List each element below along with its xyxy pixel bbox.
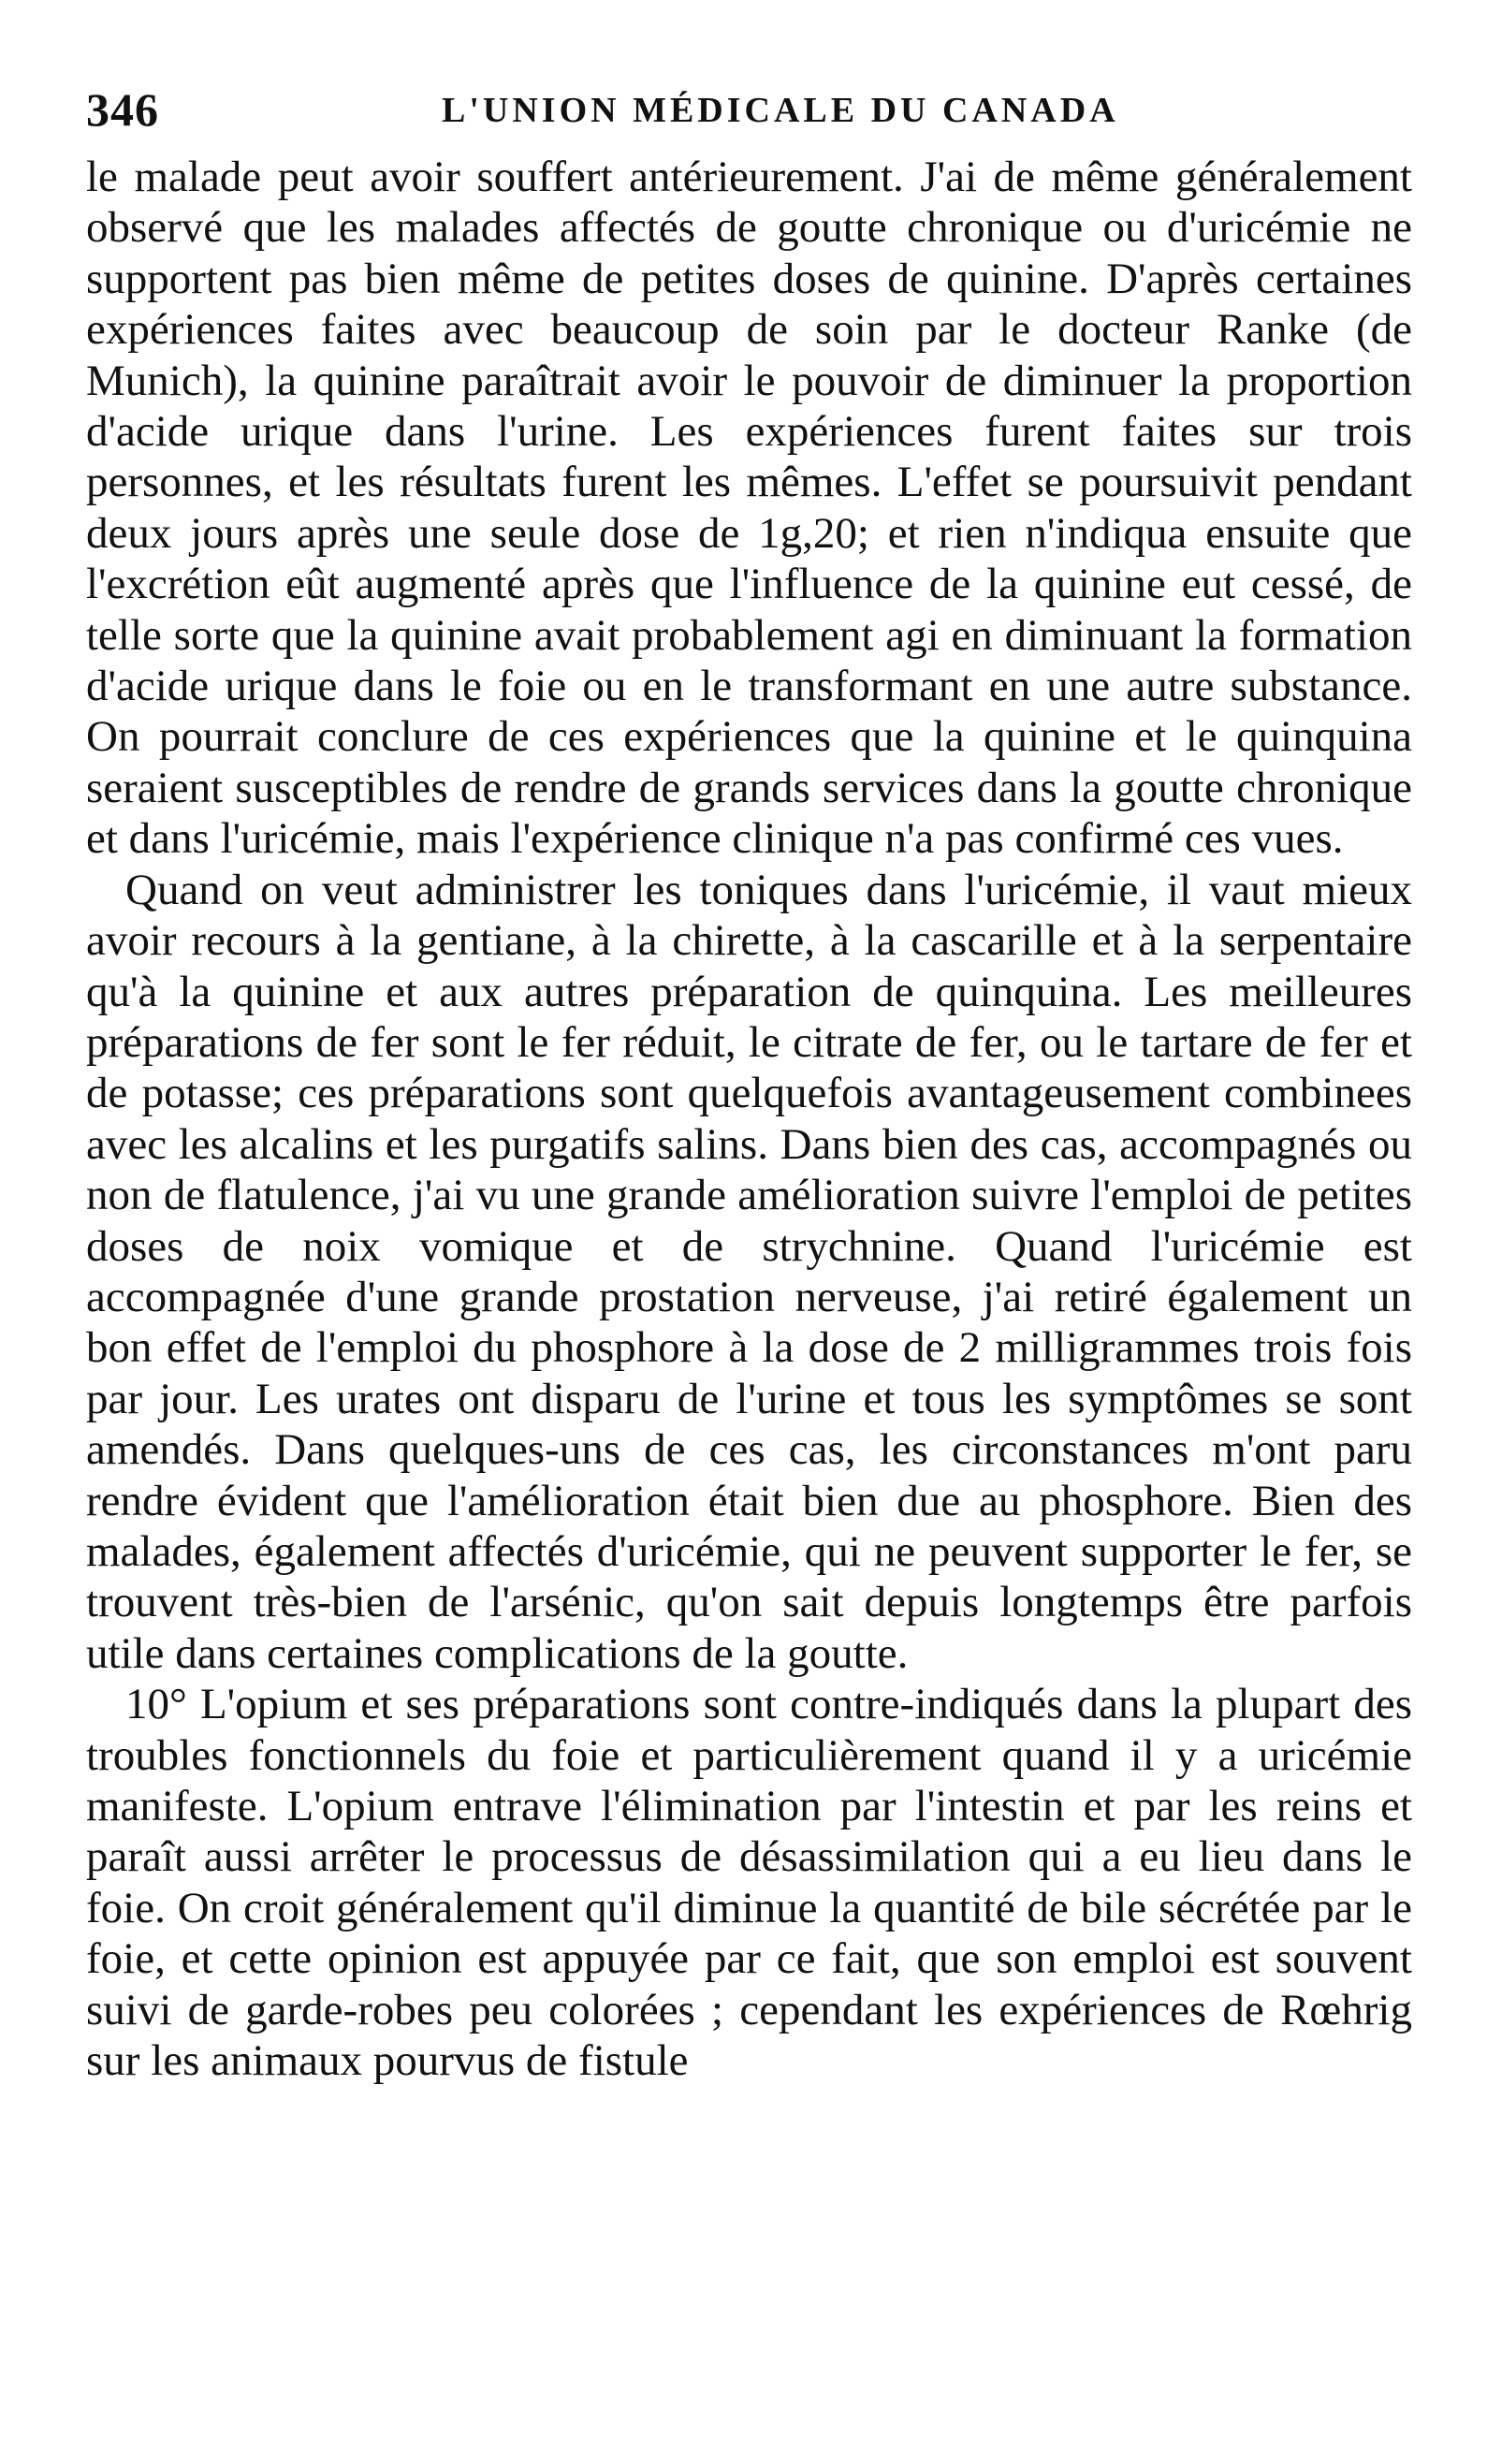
paragraph: le malade peut avoir souffert antérieurement. J'ai de même généralement observé que les malades affectés de goutte chronique ou d'uricémie ne supportent pas bien même de petites doses de quinine. D'après certaines expériences faites avec beaucoup de soin par le docteur Ranke (de Munich), la quinine paraîtrait avoir le pouvoir de diminuer la proportion d'acide urique dans l'urine. Les expériences furent faites sur trois personnes, et les résultats furent les mêmes. L'effet se poursuivit pendant deux jours après une seule dose de 1g,20; et rien n'indiqua ensuite que l'excrétion eût augmenté après que l'influence de la quinine eut cessé, de telle sorte que la quinine avait probablement agi en diminuant la formation d'acide urique dans le foie ou en le transformant en une autre substance. On pourrait conclure de ces expériences que la quinine et le quinquina seraient susceptibles de rendre de grands services dans la goutte chronique et dans l'uricémie, mais l'expérience clinique n'a pas confirmé ces vues. (86, 153, 1412, 864)
page-number: 346 (86, 83, 159, 136)
body-text (86, 152, 1412, 2086)
journal-title: L'UNION MÉDICALE DU CANADA (442, 91, 1119, 130)
paragraph: 10° L'opium et ses préparations sont contre-indiqués dans la plupart des troubles fonctionnels du foie et particulièrement quand il y a uricémie manifeste. L'opium entrave l'élimination par l'intestin et par les reins et paraît aussi arrêter le processus de désassimilation qui a eu lieu dans le foie. On croit généralement qu'il diminue la quantité de bile sécrétée par le foie, et cette opinion est appuyée par ce fait, que son emploi est souvent suivi de garde-robes peu colorées ; cependant les expériences de Rœhrig sur les animaux pourvus de fistule (86, 1680, 1412, 2086)
paragraph: Quand on veut administrer les toniques dans l'uricémie, il vaut mieux avoir recours à la gentiane, à la chirette, à la cascarille et à la serpentaire qu'à la quinine et aux autres préparation de quinquina. Les meilleures préparations de fer sont le fer réduit, le citrate de fer, ou le tartare de fer et de potasse; ces préparations sont quelquefois avantageusement combinees avec les alcalins et les purgatifs salins. Dans bien des cas, accompagnés ou non de flatulence, j'ai vu une grande amélioration suivre l'emploi de petites doses de noix vomique et de strychnine. Quand l'uricémie est accompagnée d'une grande prostation nerveuse, j'ai retiré également un bon effet de l'emploi du phosphore à la dose de 2 milligrammes trois fois par jour. Les urates ont disparu de l'urine et tous les symptômes se sont amendés. Dans quelques-uns de ces cas, les circonstances m'ont paru rendre évident que l'amélioration était bien due au phosphore. Bien des malades, également affectés d'uricémie, qui ne peuvent supporter le fer, se trouvent très-bien de l'arsénic, qu'on sait depuis longtemps être parfois utile dans certaines complications de la goutte. (86, 865, 1412, 1678)
running-header (86, 73, 1412, 139)
